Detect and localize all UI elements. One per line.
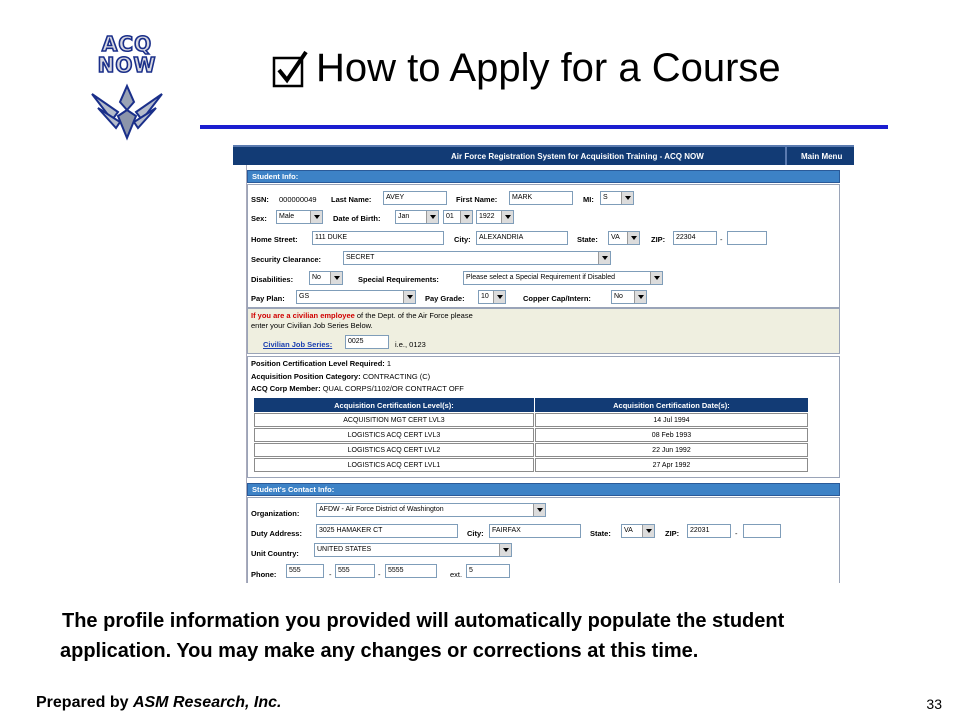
contact-city-field[interactable]: FAIRFAX	[489, 524, 581, 538]
zip-field[interactable]: 22304	[673, 231, 717, 245]
chevron-down-icon	[493, 291, 505, 303]
caption-line-1: The profile information you provided will automatically populate the student	[62, 610, 785, 632]
first-name-label: First Name:	[456, 195, 498, 204]
app-header	[233, 145, 854, 165]
sex-value: Male	[279, 213, 295, 220]
cert-level-required-value: 1	[386, 359, 392, 368]
copper-cap-select[interactable]	[611, 290, 647, 304]
disabilities-label: Disabilities:	[251, 275, 294, 284]
last-name-label: Last Name:	[331, 195, 372, 204]
cert-level-cell: LOGISTICS ACQ CERT LVL1	[254, 458, 534, 472]
cert-level-cell: ACQUISITION MGT CERT LVL3	[254, 413, 534, 427]
copper-cap-value: No	[614, 293, 623, 300]
phone-label: Phone:	[251, 570, 277, 579]
checkbox-checked-icon	[272, 50, 308, 90]
footer-credit	[36, 694, 281, 712]
phone-separator-2: -	[378, 570, 381, 579]
phone-ext-label: ext.	[450, 570, 463, 579]
chevron-down-icon	[501, 211, 513, 223]
cert-date-cell: 08 Feb 1993	[535, 428, 808, 442]
organization-select[interactable]	[316, 503, 546, 517]
chevron-down-icon	[310, 211, 322, 223]
logo-line-2: NOW	[97, 53, 157, 77]
cert-level-cell: LOGISTICS ACQ CERT LVL3	[254, 428, 534, 442]
contact-state-label: State:	[590, 529, 611, 538]
civilian-note-line-2: enter your Civilian Job Series Below.	[251, 321, 373, 330]
state-select[interactable]	[608, 231, 640, 245]
mi-label: MI:	[583, 195, 594, 204]
chevron-down-icon	[642, 525, 654, 537]
last-name-field[interactable]: AVEY	[383, 191, 447, 205]
civilian-note-highlight: If you are a civilian employee	[251, 311, 355, 320]
sex-label: Sex:	[251, 214, 267, 223]
unit-country-value: UNITED STATES	[317, 546, 372, 553]
zip-label: ZIP:	[651, 235, 666, 244]
acq-now-logo	[82, 30, 172, 146]
unit-country-select[interactable]	[314, 543, 512, 557]
cert-level-required-text: Position Certification Level Required:	[251, 359, 385, 368]
cert-date-cell: 27 Apr 1992	[535, 458, 808, 472]
pay-grade-select[interactable]	[478, 290, 506, 304]
acq-corp-text: ACQ Corp Member:	[251, 384, 321, 393]
chevron-down-icon	[499, 544, 511, 556]
first-name-field[interactable]: MARK	[509, 191, 573, 205]
pay-grade-label: Pay Grade:	[425, 294, 465, 303]
phone-separator-1: -	[329, 570, 332, 579]
civilian-note-rest: of the Dept. of the Air Force please	[354, 311, 473, 320]
organization-label: Organization:	[251, 509, 300, 518]
phone-ext-field[interactable]: 5	[466, 564, 510, 578]
contact-info-header: Student's Contact Info:	[247, 483, 840, 496]
table-row	[254, 428, 808, 442]
contact-state-value: VA	[624, 527, 633, 534]
chevron-down-icon	[426, 211, 438, 223]
special-requirements-select[interactable]	[463, 271, 663, 285]
disabilities-value: No	[312, 274, 321, 281]
chevron-down-icon	[621, 192, 633, 204]
sex-select[interactable]	[276, 210, 323, 224]
disabilities-select[interactable]	[309, 271, 343, 285]
acq-category-label	[251, 372, 430, 382]
registration-screenshot	[233, 145, 854, 583]
page-number: 33	[926, 696, 942, 712]
contact-zip-ext-field[interactable]	[743, 524, 781, 538]
zip-ext-field[interactable]	[727, 231, 767, 245]
cert-level-column-header: Acquisition Certification Level(s):	[254, 398, 534, 412]
app-header-title: Air Force Registration System for Acquisition Training - ACQ NOW	[451, 152, 704, 161]
table-row	[254, 458, 808, 472]
caption	[60, 606, 940, 666]
home-street-label: Home Street:	[251, 235, 298, 244]
chevron-down-icon	[598, 252, 610, 264]
acq-corp-value: QUAL CORPS/1102/OR CONTRACT OFF	[322, 384, 464, 393]
city-field[interactable]: ALEXANDRIA	[476, 231, 568, 245]
page-title: How to Apply for a Course	[316, 46, 781, 90]
city-label: City:	[454, 235, 471, 244]
pay-grade-value: 10	[481, 293, 489, 300]
dob-label: Date of Birth:	[333, 214, 381, 223]
chevron-down-icon	[533, 504, 545, 516]
contact-zip-separator: -	[735, 529, 738, 538]
contact-zip-label: ZIP:	[665, 529, 680, 538]
dob-day-value: 01	[446, 213, 454, 220]
security-clearance-label: Security Clearance:	[251, 255, 322, 264]
duty-address-label: Duty Address:	[251, 529, 302, 538]
copper-cap-label: Copper Cap/Intern:	[523, 294, 591, 303]
ssn-label: SSN:	[251, 195, 269, 204]
pay-plan-select[interactable]	[296, 290, 416, 304]
dob-year-value: 1922	[479, 213, 495, 220]
cert-date-cell: 14 Jul 1994	[535, 413, 808, 427]
civilian-job-series-field[interactable]: 0025	[345, 335, 389, 349]
dob-month-select[interactable]	[395, 210, 439, 224]
table-row	[254, 443, 808, 457]
contact-state-select[interactable]	[621, 524, 655, 538]
footer-company: ASM Research, Inc.	[132, 694, 282, 711]
unit-country-label: Unit Country:	[251, 549, 299, 558]
contact-zip-field[interactable]: 22031	[687, 524, 731, 538]
logo-line-1: ACQ	[101, 32, 153, 56]
security-clearance-select[interactable]	[343, 251, 611, 265]
cert-date-column-header: Acquisition Certification Date(s):	[535, 398, 808, 412]
chevron-down-icon	[634, 291, 646, 303]
chevron-down-icon	[403, 291, 415, 303]
special-requirements-value: Please select a Special Requirement if Disabled	[466, 274, 616, 281]
phone-prefix-field[interactable]: 555	[335, 564, 375, 578]
title-divider	[200, 125, 888, 129]
chevron-down-icon	[627, 232, 639, 244]
mi-select[interactable]	[600, 191, 634, 205]
home-street-field[interactable]: 111 DUKE	[312, 231, 444, 245]
dob-day-select[interactable]	[443, 210, 473, 224]
acq-corp-label	[251, 384, 464, 394]
mi-value: S	[603, 194, 608, 201]
pay-plan-label: Pay Plan:	[251, 294, 285, 303]
civilian-job-series-link[interactable]: Civilian Job Series:	[263, 340, 333, 349]
footer-prefix: Prepared by	[36, 694, 133, 711]
contact-city-label: City:	[467, 529, 484, 538]
header-separator	[785, 147, 787, 165]
job-series-hint: i.e., 0123	[395, 340, 426, 349]
table-header-row	[254, 398, 808, 412]
acq-category-value: CONTRACTING (C)	[362, 372, 431, 381]
state-label: State:	[577, 235, 598, 244]
zip-separator: -	[720, 235, 723, 244]
cert-level-required-label	[251, 359, 391, 369]
table-row	[254, 413, 808, 427]
acq-category-text: Acquisition Position Category:	[251, 372, 361, 381]
dob-year-select[interactable]	[476, 210, 514, 224]
pay-plan-value: GS	[299, 293, 310, 300]
student-info-header: Student Info:	[247, 170, 840, 183]
duty-address-field[interactable]: 3025 HAMAKER CT	[316, 524, 458, 538]
main-menu-link[interactable]: Main Menu	[801, 152, 843, 161]
organization-value: AFDW - Air Force District of Washington	[319, 506, 444, 513]
dob-month-value: Jan	[398, 213, 410, 220]
chevron-down-icon	[460, 211, 472, 223]
state-value: VA	[611, 234, 620, 241]
phone-line-field[interactable]: 5555	[385, 564, 437, 578]
cert-level-cell: LOGISTICS ACQ CERT LVL2	[254, 443, 534, 457]
security-clearance-value: SECRET	[346, 254, 375, 261]
special-requirements-label: Special Requirements:	[358, 275, 439, 284]
phone-area-field[interactable]: 555	[286, 564, 324, 578]
air-force-wings-icon	[88, 80, 166, 142]
certification-table	[253, 397, 809, 473]
ssn-value: 000000049	[279, 195, 317, 204]
chevron-down-icon	[330, 272, 342, 284]
civilian-note-line-1	[251, 311, 473, 321]
cert-date-cell: 22 Jun 1992	[535, 443, 808, 457]
chevron-down-icon	[650, 272, 662, 284]
caption-line-2: application. You may make any changes or corrections at this time.	[60, 640, 699, 662]
